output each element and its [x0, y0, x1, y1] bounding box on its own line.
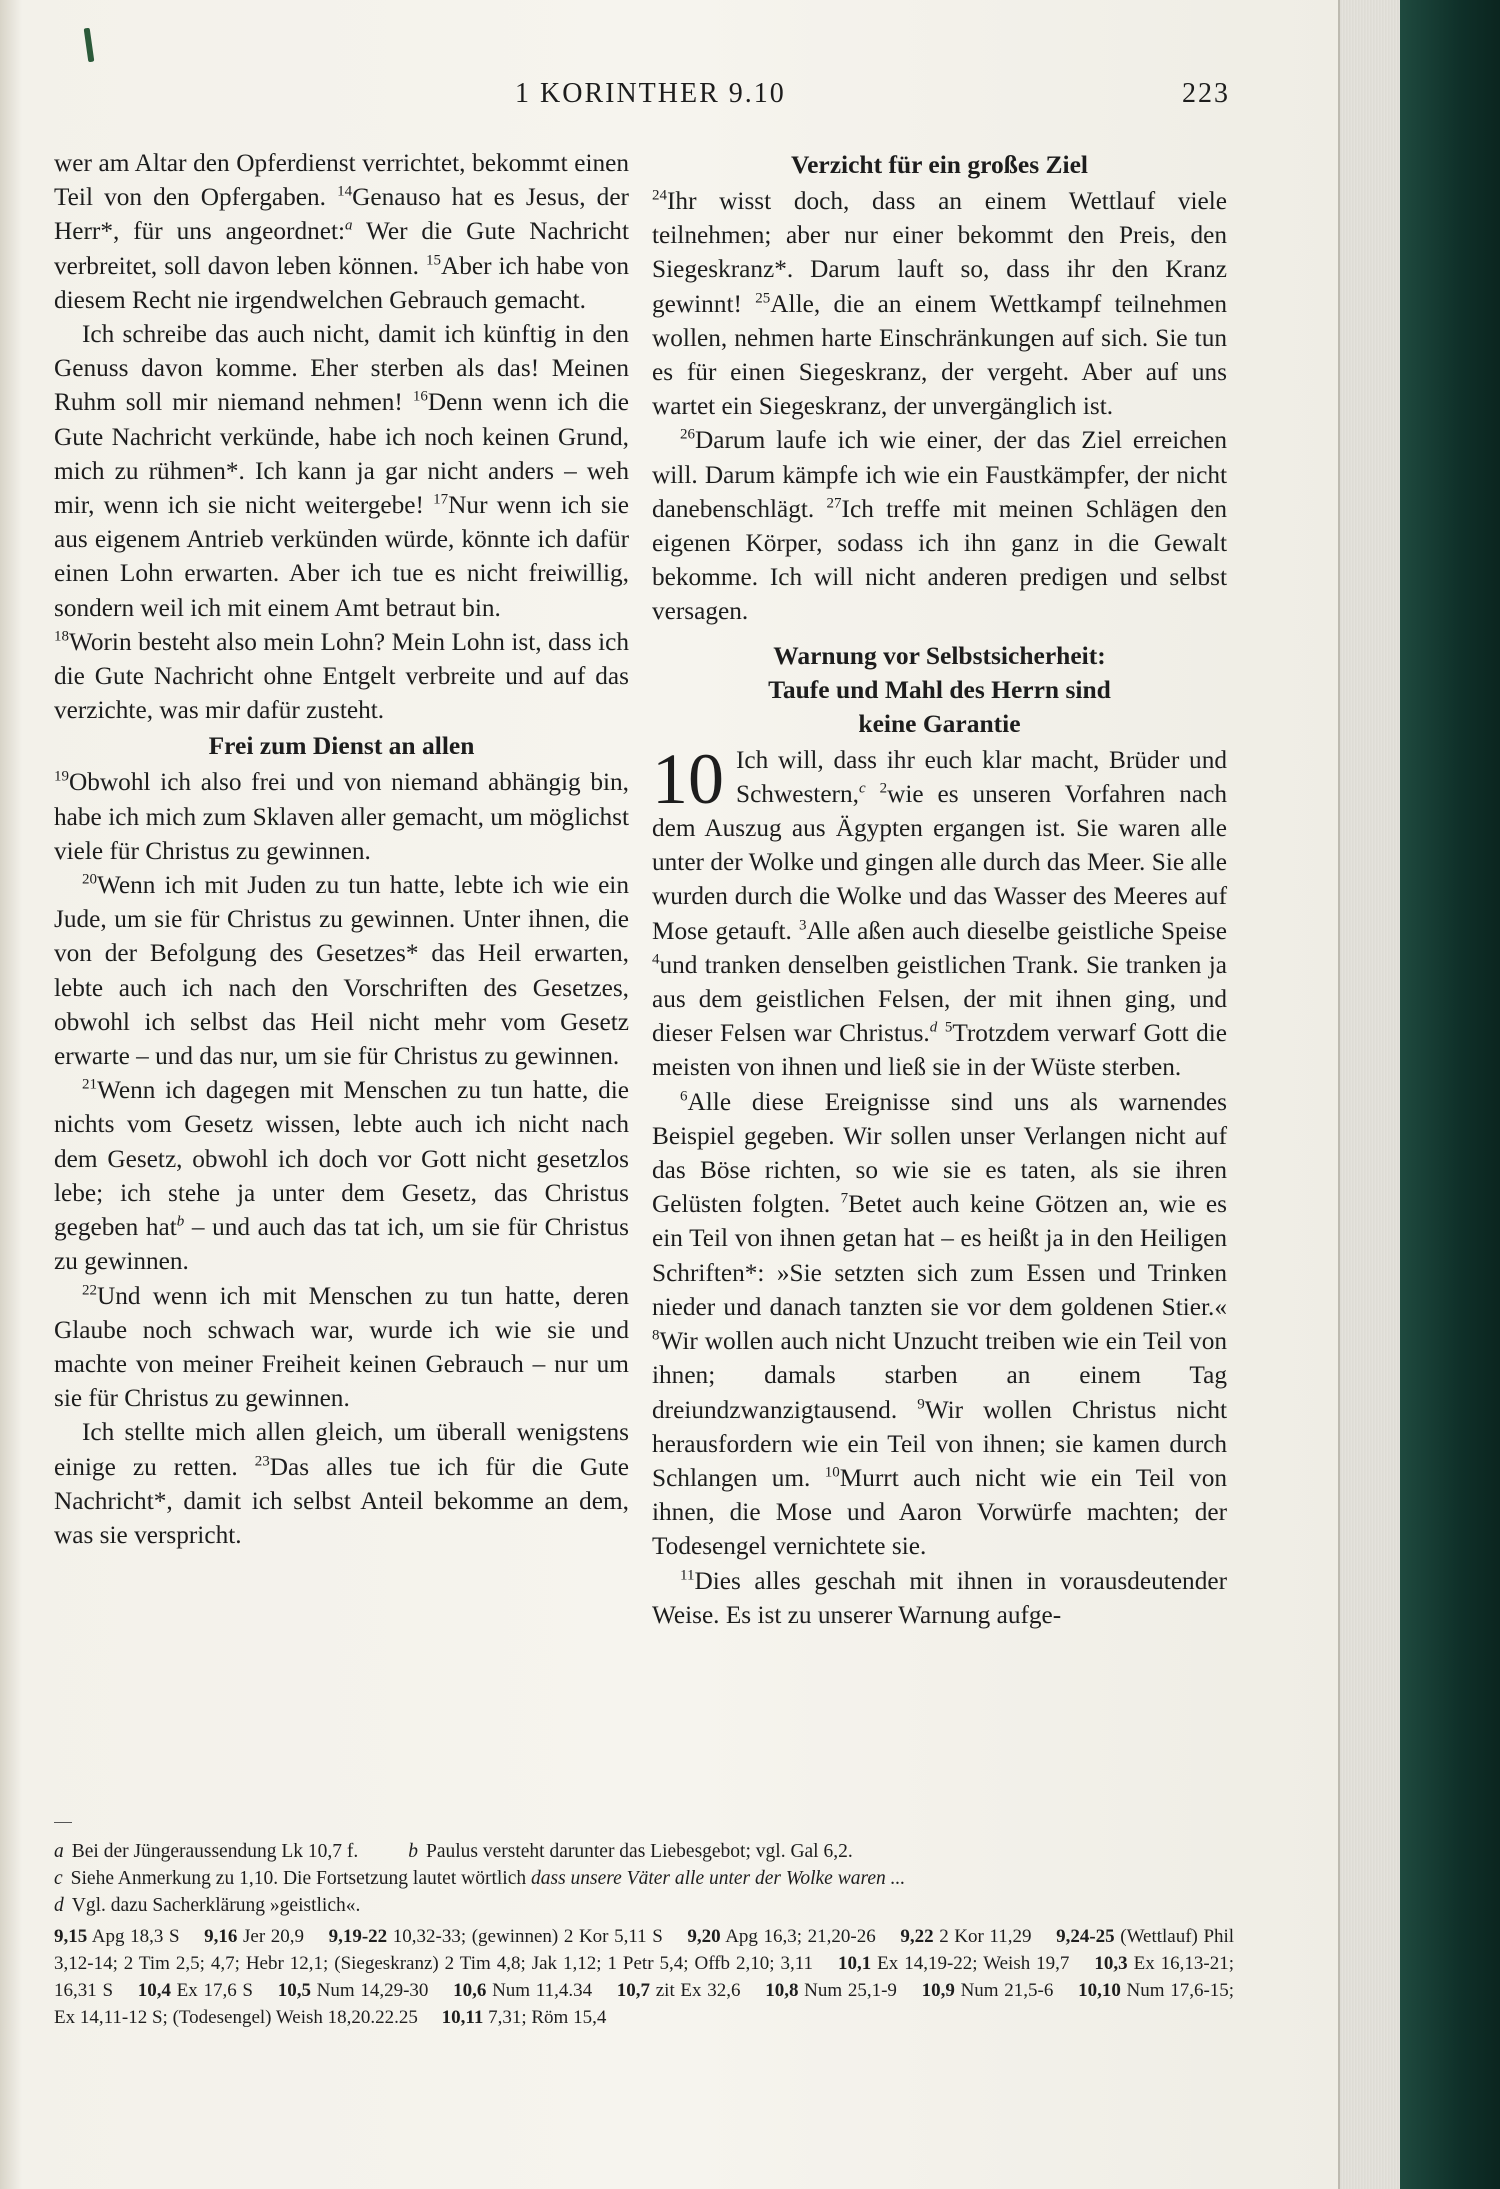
footnote-italic: dass unsere Väter alle unter der Wolke waren ...	[530, 1868, 906, 1889]
cross-reference[interactable]	[453, 1980, 592, 2001]
cross-reference-text: Apg 18,3 S	[87, 1926, 180, 1947]
cross-reference-text: Num 11,4.34	[486, 1980, 593, 2001]
paragraph: $^{18}$Worin besteht also mein Lohn? Mein Lohn ist, dass ich die Gute Nachricht ohne Entgelt verbreite und auf das verzichte, was mir dafür zusteht.	[54, 627, 629, 725]
cross-reference-text: Ex 16,13-21; 16,31 S	[54, 1953, 1235, 2001]
footnote-text: Siehe Anmerkung zu 1,10. Die Fortsetzung lautet wörtlich	[70, 1868, 527, 1889]
cross-reference-verse: 9,20	[687, 1926, 721, 1947]
verse-number: 20	[82, 871, 97, 888]
verse-number: 25	[755, 290, 771, 307]
verse-number: 15	[425, 252, 441, 269]
cross-reference-text: 2 Kor 11,29	[933, 1926, 1032, 1947]
cross-reference-text: Num 21,5-6	[954, 1980, 1054, 2001]
paragraph: $^{21}$Wenn ich dagegen mit Menschen zu tun hatte, die nichts vom Gesetz wissen, lebte auch ich nicht nach dem Gesetz, obwohl ich doch vor Gott nicht gesetzlos lebe; ich stehe ja unter dem Gesetz, das Christus gegeben hat$^b$ – und auch das tat ich, um sie für Christus zu gewinnen.	[54, 1076, 630, 1276]
verse-number: 5	[944, 1019, 953, 1036]
cross-reference-verse: 9,19-22	[328, 1926, 388, 1947]
cross-reference-verse: 9,15	[54, 1926, 88, 1947]
cross-reference-text: Ex 17,6 S	[170, 1980, 253, 2001]
section-heading: Verzicht für ein großes Ziel	[791, 150, 1088, 179]
footnote-marker[interactable]: b	[176, 1213, 185, 1230]
cross-reference[interactable]	[617, 1980, 741, 2001]
cross-reference-text: 10,32-33; (gewinnen) 2 Kor 5,11 S	[387, 1926, 663, 1947]
footnote-marker[interactable]: c	[858, 780, 866, 797]
cross-reference-verse: 10,9	[921, 1980, 955, 2001]
footnote-marker[interactable]: d	[929, 1019, 938, 1036]
cross-reference-text: zit Ex 32,6	[650, 1980, 741, 2001]
footnote-row	[54, 1838, 1234, 1865]
cross-reference-text: Ex 14,19-22; Weish 19,7	[871, 1953, 1070, 1974]
verse-number: 2	[879, 780, 888, 797]
cross-reference-verse: 10,4	[137, 1980, 171, 2001]
cross-references	[54, 1923, 1234, 2031]
section-heading: Frei zum Dienst an allen	[208, 731, 475, 761]
cross-reference[interactable]	[138, 1980, 253, 2001]
paragraph: $^{11}$Dies alles geschah mit ihnen in vorausdeutender Weise. Es ist zu unserer Warnung aufge-	[652, 1566, 1227, 1629]
page-number: 223	[1182, 78, 1230, 109]
page-edges	[1338, 0, 1402, 2189]
verse-number: 18	[54, 628, 69, 645]
cross-reference-text: (Wettlauf) Phil 3,12-14; 2 Tim 2,5; 4,7; Hebr 12,1; (Siegeskranz) 2 Tim 4,8; Jak 1,12; 1 Petr 5,4; Offb 2,10; 3,11	[54, 1926, 1235, 1974]
cross-reference-verse: 10,5	[277, 1980, 311, 2001]
cross-reference[interactable]	[278, 1980, 429, 2001]
footnote-text: Vgl. dazu Sacherklärung »geistlich«.	[71, 1895, 361, 1916]
paragraph: $^{20}$Wenn ich mit Juden zu tun hatte, lebte ich wie ein Jude, um sie für Christus zu gewinnen. Unter ihnen, die von der Befolgung des Gesetzes* das Heil erwarten, lebte auch ich nach den Vorschriften des Gesetzes, obwohl ich selbst das Heil nicht mehr vom Gesetz erwarte – und das nur, um sie für Christus zu gewinnen.	[54, 871, 629, 1071]
verse-number: 4	[652, 951, 660, 968]
verse-number: 6	[680, 1088, 688, 1105]
paragraph: $^{19}$Obwohl ich also frei und von niemand abhängig bin, habe ich mich zum Sklaven aller gemacht, um möglichst viele für Christus zu gewinnen.	[54, 768, 629, 865]
cross-reference[interactable]	[54, 1926, 180, 1947]
cross-reference[interactable]	[922, 1980, 1054, 2001]
verse-number: 8	[652, 1327, 660, 1344]
verse-number: 27	[826, 495, 842, 512]
verse-number: 17	[433, 491, 449, 508]
footnote-label: b	[408, 1841, 418, 1862]
paragraph: $^6$Alle diese Ereignisse sind uns als warnendes Beispiel gegeben. Wir sollen unser Verlangen nicht auf das Böse richten, so wie sie es taten, als sie ihren Gelüsten folgten. $^7$Betet auch keine Götzen an, wie es ein Teil von ihnen getan hat – es heißt ja in den Heiligen Schriften*: »Sie setzten sich zum Essen und Trinken nieder und danach tanzten sie vor dem goldenen Stier.« $^8$Wir wollen auch nicht Unzucht treiben wie ein Teil von ihnen; damals starben an einem Tag dreiundzwanzigtausend. $^9$Wir wollen Christus nicht herausfordern wie ein Teil von ihnen; sie kamen durch Schlangen um. $^{10}$Murrt auch nicht wie ein Teil von ihnen, die Mose und Aaron Vorwürfe machten; der Todesengel vernichtete sie.	[652, 1087, 1228, 1561]
cross-reference[interactable]	[765, 1980, 897, 2001]
verse-number: 14	[337, 183, 353, 200]
section-heading: Warnung vor Selbstsicherheit: Taufe und Mahl des Herrn sind keine Garantie	[768, 640, 1111, 738]
verse-number: 9	[917, 1396, 925, 1413]
verse-number: 24	[652, 187, 667, 204]
footnote-marker[interactable]: a	[345, 217, 353, 234]
gutter-shadow	[0, 0, 22, 2189]
cross-reference-verse: 10,11	[441, 2007, 484, 2028]
cross-reference[interactable]	[900, 1926, 1031, 1947]
footnote-row	[54, 1892, 1234, 1919]
verse-number: 10	[824, 1464, 840, 1481]
verse-number: 11	[680, 1567, 695, 1584]
paragraph: Ich stellte mich allen gleich, um überall wenigstens einige zu retten. $^{23}$Das alles tue ich für die Gute Nachricht*, damit ich selbst Anteil bekomme an dem, was sie verspricht.	[54, 1418, 630, 1549]
cross-reference-text: Jer 20,9	[237, 1926, 304, 1947]
cross-reference-text: Apg 16,3; 21,20-26	[720, 1926, 876, 1947]
paragraph: $^{24}$Ihr wisst doch, dass an einem Wettlauf viele teilnehmen; aber nur einer bekommt den Preis, den Siegeskranz*. Darum lauft so, dass ihr den Kranz gewinnt! $^{25}$Alle, die an einem Wettkampf teilnehmen wollen, nehmen harte Einschränkungen auf sich. Sie tun es für einen Siegeskranz, der vergeht. Aber auf uns wartet ein Siegeskranz, der unvergänglich ist.	[652, 187, 1227, 421]
cross-reference-text: Num 17,6-15; Ex 14,11-12 S; (Todesengel) Weish 18,20.22.25	[54, 1980, 1235, 2028]
footnote-text: Bei der Jüngeraussendung Lk 10,7 f.	[71, 1841, 359, 1862]
cross-reference-verse: 10,8	[765, 1980, 799, 2001]
cross-reference-verse: 10,1	[837, 1953, 872, 1974]
verse-number: 3	[799, 917, 807, 934]
paragraph: $^{22}$Und wenn ich mit Menschen zu tun hatte, deren Glaube noch schwach war, wurde ich wie sie und machte von meiner Freiheit keinen Gebrauch – nur um sie für Christus zu gewinnen.	[54, 1281, 629, 1413]
cross-reference-verse: 10,7	[616, 1980, 651, 2001]
footnote-divider	[54, 1822, 72, 1823]
cross-reference-verse: 9,22	[900, 1926, 934, 1947]
ribbon-mark	[84, 28, 95, 63]
paragraph: wer am Altar den Opferdienst verrichtet, bekommt einen Teil von den Opfergaben. $^{14}$Genauso hat es Jesus, der Herr*, für uns angeordnet:$^a$ Wer die Gute Nachricht verbreitet, soll davon leben können. $^{15}$Aber ich habe von diesem Recht nie irgendwelchen Gebrauch gemacht.	[54, 149, 629, 314]
verse-number: 22	[82, 1282, 97, 1299]
paragraph: Ich schreibe das auch nicht, damit ich künftig in den Genuss davon komme. Eher sterben als das! Meinen Ruhm soll mir niemand nehmen! $^{16}$Denn wenn ich die Gute Nachricht verkünde, habe ich noch keinen Grund, mich zu rühmen*. Ich kann ja gar nicht anders – weh mir, wenn ich sie nicht weitergebe! $^{17}$Nur wenn ich sie aus eigenem Antrieb verkünden würde, könnte ich dafür einen Lohn erwarten. Aber ich tue es nicht freiwillig, sondern weil ich mit einem Amt betraut bin.	[54, 320, 630, 622]
footnote-label: d	[54, 1895, 64, 1916]
verse-number: 23	[254, 1453, 270, 1470]
cross-reference[interactable]	[442, 2007, 607, 2028]
cross-reference-text: Num 14,29-30	[310, 1980, 429, 2001]
verse-number: 7	[840, 1190, 849, 1207]
cross-reference-verse: 9,24-25	[1056, 1926, 1115, 1947]
chapter-number: 10	[652, 738, 724, 819]
footnote-text: Paulus versteht darunter das Liebesgebot; vgl. Gal 6,2.	[425, 1841, 853, 1862]
paragraph: $^{26}$Darum laufe ich wie einer, der das Ziel erreichen will. Darum kämpfe ich wie ein Faustkämpfer, der nicht danebenschlägt. $^{27}$Ich treffe mit meinen Schlägen den eigenen Körper, sodass ich ihn ganz in die Gewalt bekomme. Ich will nicht anderen predigen und selbst versagen.	[652, 426, 1227, 626]
verse-number: 26	[680, 427, 695, 443]
footnote-label: c	[54, 1868, 63, 1889]
verse-number: 16	[412, 389, 428, 405]
verse-number: 19	[54, 769, 69, 786]
page-header	[0, 78, 1338, 122]
cross-reference-text: Num 25,1-9	[798, 1980, 897, 2001]
cross-reference[interactable]	[838, 1953, 1069, 1974]
cross-reference[interactable]	[687, 1926, 875, 1947]
running-head: 1 KORINTHER 9.10	[515, 78, 786, 109]
cross-reference[interactable]	[329, 1926, 663, 1947]
paragraph: 10 Ich will, dass ihr euch klar macht, Brüder und Schwestern,$^c$ $^2$wie es unseren Vorfahren nach dem Auszug aus Ägypten ergangen ist. Sie waren alle unter der Wolke und gingen alle durch das Meer. Sie alle wurden durch die Wolke und das Wasser des Meeres auf Mose getauft. $^3$Alle aßen auch dieselbe geistliche Speise $^4$und tranken denselben geistlichen Trank. Sie tranken ja aus dem geistlichen Felsen, der mit ihnen ging, und dieser Felsen war Christus.$^d$ $^5$Trotzdem verwarf Gott die meisten von ihnen und ließ sie in der Wüste sterben.	[652, 738, 1228, 1082]
cross-reference-verse: 10,10	[1078, 1980, 1121, 2001]
cross-reference-text: 7,31; Röm 15,4	[483, 2007, 607, 2028]
book-cover	[1400, 0, 1500, 2189]
footnotes	[54, 1838, 1234, 2031]
verse-number: 21	[82, 1076, 97, 1093]
footnote-row	[54, 1865, 1234, 1892]
cross-reference-verse: 9,16	[204, 1926, 238, 1947]
cross-reference-verse: 10,6	[453, 1980, 487, 2001]
cross-reference-verse: 10,3	[1094, 1953, 1128, 1974]
right-column	[652, 146, 1227, 1632]
left-column	[54, 146, 629, 1552]
footnote-label: a	[54, 1841, 64, 1862]
cross-reference[interactable]	[204, 1926, 304, 1947]
